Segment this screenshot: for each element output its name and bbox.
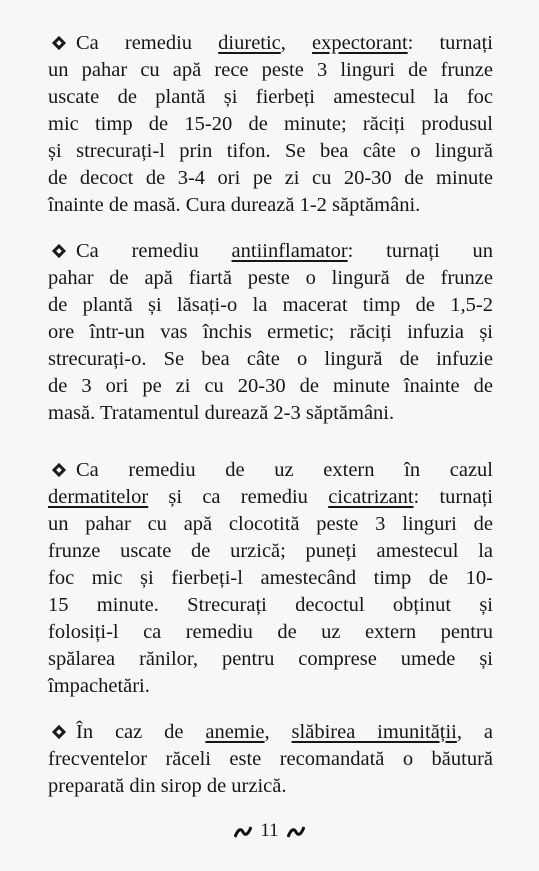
- underlined-term: expectorant: [312, 32, 408, 54]
- text-line: [48, 292, 493, 319]
- text-run: ,: [264, 721, 292, 743]
- diamond-bullet-icon: [52, 244, 66, 258]
- text-run: preparată din sirop de urzică.: [48, 775, 287, 797]
- text-run: împachetări.: [48, 675, 150, 697]
- text-line: [48, 646, 493, 673]
- text-run: ,: [280, 32, 313, 54]
- text-line: [48, 746, 493, 773]
- text-run: un pahar cu apă clocotită peste 3 linguri de: [48, 513, 493, 535]
- text-line: [48, 511, 493, 538]
- text-run: frecventelor răceli este recomandată o băutură: [48, 748, 493, 770]
- text-run: frunze uscate de urzică; puneți amestecul la: [48, 540, 493, 562]
- ornament-left-icon: [234, 825, 252, 839]
- text-run: În caz de: [76, 721, 206, 743]
- text-line: [48, 538, 493, 565]
- text-run: pahar de apă fiartă peste o lingură de frunze: [48, 267, 493, 289]
- text-run: : turnați: [413, 486, 493, 508]
- text-line: [48, 484, 493, 511]
- text-run: : turnați un: [347, 240, 493, 262]
- page-footer: [0, 820, 539, 842]
- text-run: și ca remediu: [148, 486, 329, 508]
- text-run: de plantă și lăsați-o la macerat timp de 1,5-2: [48, 294, 493, 316]
- text-line: [48, 373, 493, 400]
- text-run: ore într-un vas închis ermetic; răciți infuzia și: [48, 321, 493, 343]
- text-run: de 3 ori pe zi cu 20-30 de minute înainte de: [48, 375, 493, 397]
- text-line: [48, 165, 493, 192]
- paragraph-antiinflammatory-remedy: [48, 238, 493, 427]
- underlined-term: dermatitelor: [48, 486, 149, 508]
- page-number: 11: [260, 820, 279, 841]
- text-run: spălarea rănilor, pentru comprese umede și: [48, 648, 493, 670]
- diamond-bullet-icon: [52, 463, 66, 477]
- text-run: folosiți-l ca remediu de uz extern pentru: [48, 621, 493, 643]
- text-run: , a: [456, 721, 493, 743]
- underlined-term: cicatrizant: [328, 486, 414, 508]
- text-run: mic timp de 15-20 de minute; răciți produsul: [48, 113, 493, 135]
- diamond-bullet-icon: [52, 36, 66, 50]
- text-line: [48, 111, 493, 138]
- text-line: [48, 84, 493, 111]
- text-line: [48, 30, 493, 57]
- underlined-term: antiinflamator: [231, 240, 348, 262]
- text-run: Ca remediu: [76, 240, 232, 262]
- text-run: : turnați: [407, 32, 493, 54]
- paragraph-anemia-remedy: [48, 719, 493, 800]
- paragraph-external-use-remedy: [48, 457, 493, 700]
- diamond-bullet-icon: [52, 725, 66, 739]
- underlined-term: anemie: [205, 721, 265, 743]
- text-run: Ca remediu de uz extern în cazul: [76, 459, 493, 481]
- text-line: [48, 57, 493, 84]
- underlined-term: slăbirea imunității: [291, 721, 457, 743]
- text-run: masă. Tratamentul durează 2-3 săptămâni.: [48, 402, 395, 424]
- text-run: și strecurați-l prin tifon. Se bea câte o lingură: [48, 140, 493, 162]
- text-line: [48, 238, 493, 265]
- ornament-right-icon: [287, 825, 305, 839]
- text-run: de decoct de 3-4 ori pe zi cu 20-30 de minute: [48, 167, 493, 189]
- text-line: [48, 138, 493, 165]
- underlined-term: diuretic: [218, 32, 281, 54]
- text-run: uscate de plantă și fierbeți amestecul la foc: [48, 86, 493, 108]
- text-line: [48, 192, 493, 219]
- text-run: înainte de masă. Cura durează 1-2 săptămâni.: [48, 194, 421, 216]
- paragraph-diuretic-remedy: [48, 30, 493, 219]
- text-line: [48, 719, 493, 746]
- text-line: [48, 565, 493, 592]
- text-line: [48, 773, 493, 800]
- text-run: Ca remediu: [76, 32, 219, 54]
- text-line: [48, 457, 493, 484]
- text-run: strecurați-o. Se bea câte o lingură de infuzie: [48, 348, 493, 370]
- text-line: [48, 592, 493, 619]
- text-line: [48, 265, 493, 292]
- text-line: [48, 619, 493, 646]
- text-run: un pahar cu apă rece peste 3 linguri de frunze: [48, 59, 493, 81]
- text-line: [48, 673, 493, 700]
- text-line: [48, 319, 493, 346]
- text-line: [48, 400, 493, 427]
- text-run: foc mic și fierbeți-l amestecând timp de 10-: [48, 567, 493, 589]
- text-run: 15 minute. Strecurați decoctul obținut și: [48, 594, 493, 616]
- text-line: [48, 346, 493, 373]
